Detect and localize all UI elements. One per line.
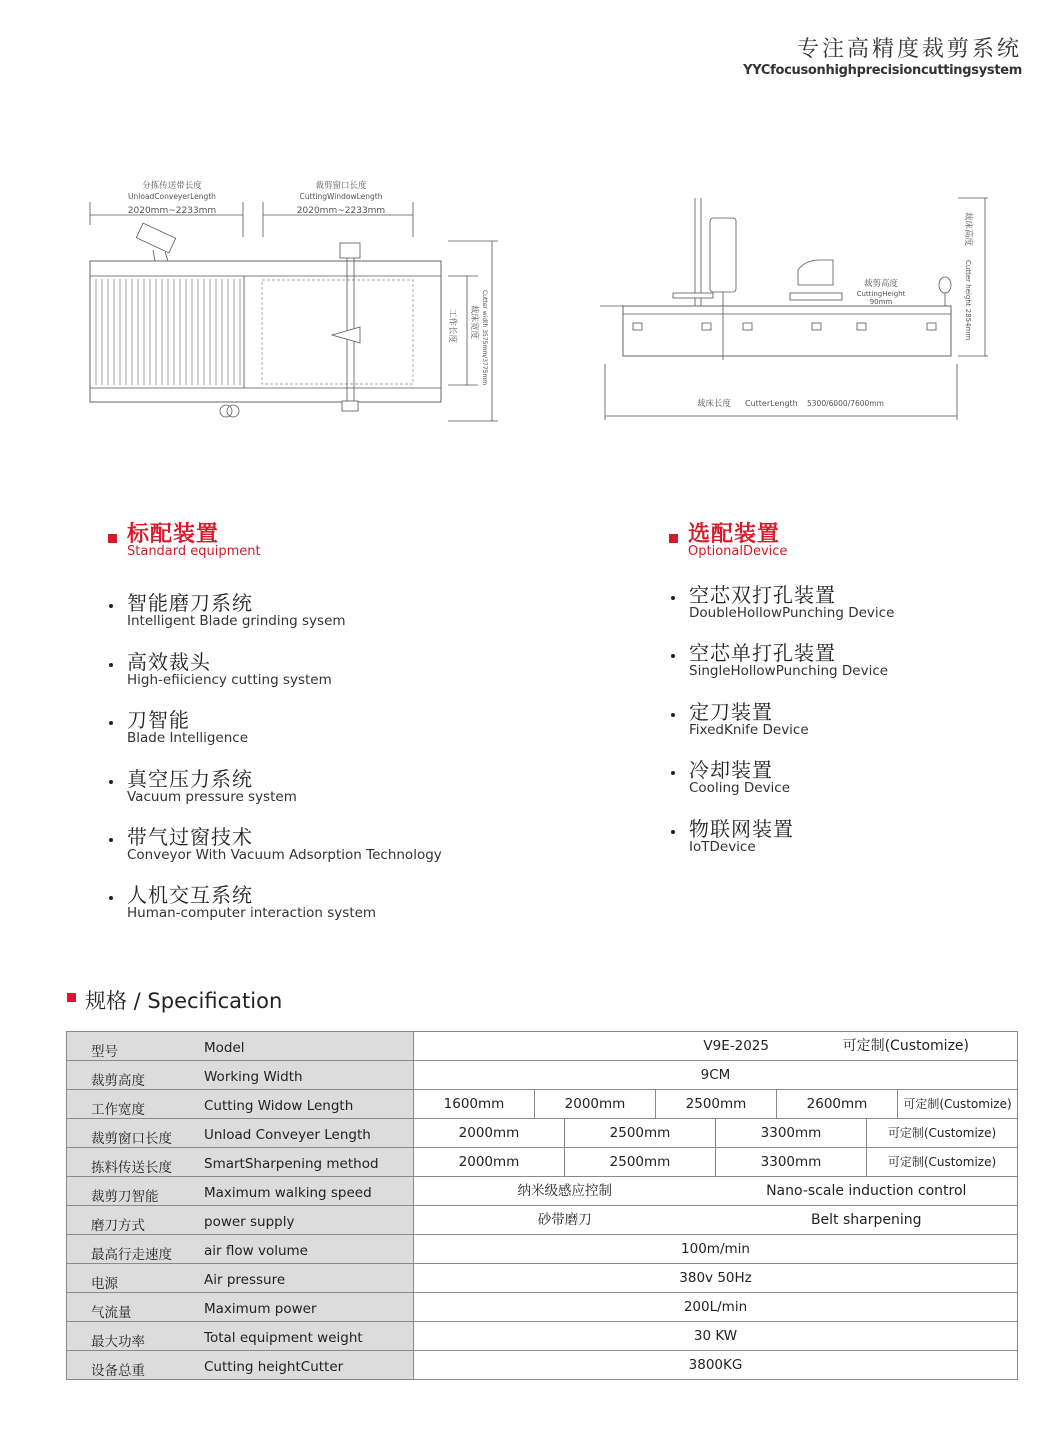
bed-height-label-en: Cutter height 2854mm (964, 260, 972, 341)
table-cell: 3300mm (716, 1119, 867, 1147)
table-row (67, 1351, 1017, 1380)
row-values (414, 1119, 1017, 1147)
row-label-en: Total equipment weight (204, 1330, 363, 1346)
cutting-height-value: 90mm (869, 298, 893, 306)
table-cell: 9CM (700, 1067, 731, 1083)
row-label-cn: 电源 (91, 1276, 118, 1292)
row-label-en: SmartSharpening method (204, 1156, 379, 1172)
row-label-en: Cutting heightCutter (204, 1359, 344, 1375)
row-label-en: Air pressure (204, 1272, 286, 1288)
cutter-width-label: Cutter width 3575mm/3775mm (481, 290, 488, 386)
table-cell: Nano-scale induction control (766, 1183, 967, 1199)
bed-width-label: 裁床宽度 (469, 305, 479, 340)
row-label (67, 1032, 414, 1060)
row-values (414, 1351, 1017, 1379)
cutting-height-label-cn: 裁剪高度 (863, 279, 899, 289)
bed-height-label-cn: 裁床高度 (963, 212, 973, 247)
bullet-icon (109, 896, 113, 900)
row-label-cn: 最高行走速度 (91, 1247, 172, 1263)
row-label-cn: 拣料传送长度 (91, 1160, 172, 1176)
standard-item-en: Vacuum pressure system (127, 789, 297, 805)
standard-item-en: Human-computer interaction system (127, 905, 377, 921)
red-square-marker (67, 993, 76, 1002)
table-cell: 200L/min (683, 1299, 748, 1315)
table-cell: 可定制(Customize) (887, 1126, 997, 1140)
unload-length-label-en: UnloadConveyerLength (128, 192, 216, 201)
table-cell: 2600mm (777, 1090, 898, 1118)
bullet-icon (109, 721, 113, 725)
table-cell: 1600mm (414, 1090, 535, 1118)
row-label (67, 1206, 414, 1234)
optional-item-cn: 物联网装置 (689, 817, 794, 841)
bullet-icon (671, 771, 675, 775)
row-values (414, 1061, 1017, 1089)
row-label (67, 1148, 414, 1176)
optional-item-en: FixedKnife Device (689, 722, 809, 738)
row-label-en: air flow volume (204, 1243, 308, 1259)
row-label-cn: 裁剪刀智能 (91, 1189, 159, 1205)
table-row (67, 1119, 1017, 1148)
row-label (67, 1235, 414, 1263)
optional-item-cn: 定刀装置 (689, 700, 773, 724)
row-label-en: Model (204, 1040, 245, 1056)
table-cell: 砂带磨刀 (537, 1212, 592, 1228)
row-values (414, 1264, 1017, 1292)
row-label (67, 1177, 414, 1205)
row-values (414, 1148, 1017, 1176)
row-values (414, 1177, 1017, 1205)
optional-item-cn: 冷却装置 (689, 758, 773, 782)
row-label-cn: 最大功率 (91, 1334, 145, 1350)
table-row (67, 1177, 1017, 1206)
bed-length-label-cn: 裁床长度 (697, 399, 732, 409)
row-label-cn: 裁剪窗口长度 (91, 1131, 172, 1147)
red-square-marker (108, 534, 117, 543)
side-view-diagram (595, 190, 1005, 430)
optional-item-en: DoubleHollowPunching Device (689, 605, 895, 621)
unload-length-value: 2020mm~2233mm (127, 206, 217, 216)
row-values (414, 1322, 1017, 1350)
row-label-en: Working Width (204, 1069, 303, 1085)
bullet-icon (671, 654, 675, 658)
optional-item-en: IoTDevice (689, 839, 756, 855)
optional-item-cn: 空芯单打孔装置 (689, 641, 836, 665)
row-label-cn: 磨刀方式 (91, 1218, 145, 1234)
table-cell: 可定制(Customize) (842, 1038, 969, 1054)
row-label (67, 1293, 414, 1321)
standard-title-cn: 标配装置 (127, 522, 220, 547)
optional-item-en: SingleHollowPunching Device (689, 663, 889, 679)
row-label-en: Maximum walking speed (204, 1185, 372, 1201)
row-values (414, 1032, 1017, 1060)
standard-item-en: Intelligent Blade grinding sysem (127, 613, 346, 629)
window-length-label-cn: 裁剪窗口长度 (315, 181, 367, 191)
table-cell: 100m/min (681, 1241, 750, 1257)
table-row (67, 1322, 1017, 1351)
row-label-cn: 工作宽度 (91, 1102, 145, 1118)
row-label (67, 1090, 414, 1118)
standard-item-cn: 人机交互系统 (127, 883, 253, 907)
row-label-cn: 型号 (91, 1044, 118, 1060)
table-row (67, 1032, 1017, 1061)
brand-title-en: YYCfocusonhighprecisioncuttingsystem (743, 63, 1022, 78)
row-values (414, 1090, 1017, 1118)
cutting-height-label-en: CuttingHeight (856, 290, 906, 298)
table-cell: 30 KW (693, 1328, 738, 1344)
table-cell: 2000mm (414, 1148, 565, 1176)
table-cell: 纳米级感应控制 (517, 1183, 612, 1199)
table-cell: 可定制(Customize) (903, 1097, 1012, 1111)
bed-length-value: 5300/6000/7600mm (807, 399, 884, 408)
row-label-en: Cutting Widow Length (204, 1098, 354, 1114)
table-cell: 2000mm (414, 1119, 565, 1147)
standard-item-en: Blade Intelligence (127, 730, 248, 746)
table-row (67, 1090, 1017, 1119)
bullet-icon (671, 713, 675, 717)
red-square-marker (669, 534, 678, 543)
table-row (67, 1061, 1017, 1090)
bullet-icon (109, 838, 113, 842)
table-cell: 2500mm (656, 1090, 777, 1118)
row-label (67, 1351, 414, 1379)
table-cell: 2500mm (565, 1148, 716, 1176)
table-row (67, 1235, 1017, 1264)
row-label-cn: 设备总重 (91, 1363, 145, 1379)
unload-length-label-cn: 分拣传送带长度 (142, 181, 202, 191)
table-row (67, 1293, 1017, 1322)
optional-item-cn: 空芯双打孔装置 (689, 583, 836, 607)
optional-item-en: Cooling Device (689, 780, 791, 796)
window-length-label-en: CuttingWindowLength (299, 192, 383, 201)
top-view-diagram (80, 175, 510, 425)
standard-item-cn: 智能磨刀系统 (127, 591, 253, 615)
work-length-label: 工作长度 (447, 309, 457, 344)
bed-length-label-en: CutterLength (745, 399, 798, 408)
standard-item-cn: 刀智能 (127, 708, 190, 732)
table-row (67, 1264, 1017, 1293)
row-label-cn: 裁剪高度 (91, 1073, 145, 1089)
bullet-icon (671, 830, 675, 834)
row-label (67, 1264, 414, 1292)
table-cell: 3800KG (688, 1357, 743, 1373)
optional-title-cn: 选配装置 (688, 522, 781, 547)
row-values (414, 1206, 1017, 1234)
row-values (414, 1293, 1017, 1321)
standard-item-cn: 真空压力系统 (127, 767, 253, 791)
brand-title-cn: 专注高精度裁剪系统 (796, 37, 1022, 62)
row-label-en: Maximum power (204, 1301, 317, 1317)
table-row (67, 1206, 1017, 1235)
row-label (67, 1119, 414, 1147)
row-label-cn: 气流量 (91, 1305, 132, 1321)
bullet-icon (109, 780, 113, 784)
bullet-icon (109, 604, 113, 608)
table-cell: 3300mm (716, 1148, 867, 1176)
optional-title-en: OptionalDevice (688, 544, 788, 559)
table-cell: V9E-2025 (703, 1038, 769, 1054)
table-row (67, 1148, 1017, 1177)
standard-item-en: Conveyor With Vacuum Adsorption Technology (127, 847, 442, 863)
standard-item-cn: 带气过窗技术 (127, 825, 253, 849)
standard-item-en: High-efiiciency cutting system (127, 672, 332, 688)
standard-title-en: Standard equipment (127, 544, 261, 559)
row-label (67, 1061, 414, 1089)
row-values (414, 1235, 1017, 1263)
bullet-icon (671, 596, 675, 600)
table-cell: 可定制(Customize) (887, 1155, 997, 1169)
table-cell: 2500mm (565, 1119, 716, 1147)
row-label-en: power supply (204, 1214, 295, 1230)
row-label-en: Unload Conveyer Length (204, 1127, 371, 1143)
bullet-icon (109, 663, 113, 667)
row-label (67, 1322, 414, 1350)
window-length-value: 2020mm~2233mm (296, 206, 386, 216)
specification-title: 规格 / Specification (85, 989, 283, 1013)
table-cell: Belt sharpening (810, 1212, 922, 1228)
specification-table (66, 1031, 1018, 1380)
table-cell: 380v 50Hz (679, 1270, 752, 1286)
standard-item-cn: 高效裁头 (127, 650, 211, 674)
table-cell: 2000mm (535, 1090, 656, 1118)
